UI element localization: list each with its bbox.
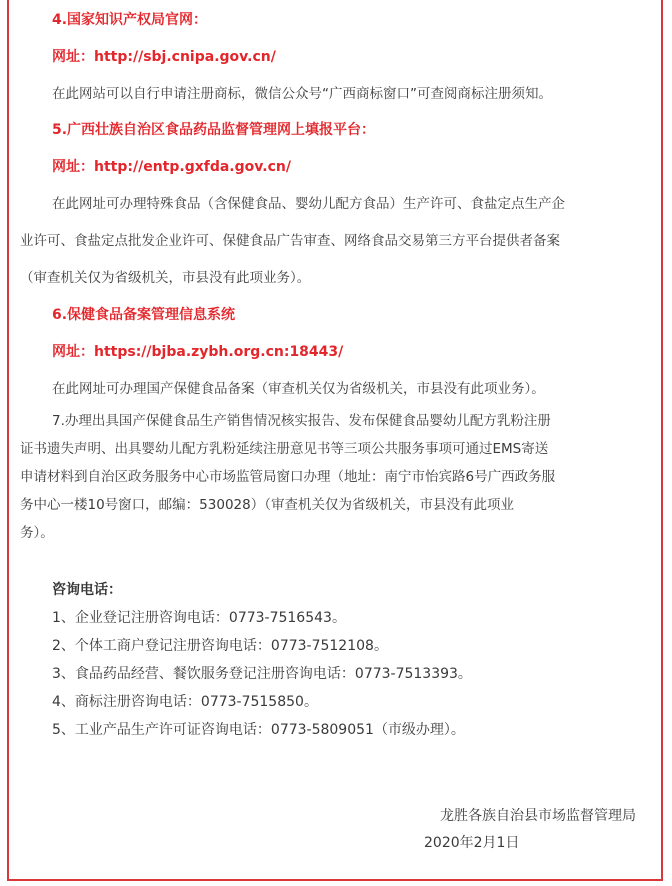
section-7-line-5: 务）。 [20,525,54,541]
section-6-url[interactable]: 网址：https://bjba.zybh.org.cn:18443/ [52,344,344,360]
section-7-line-2: 证书遗失声明、出具婴幼儿配方乳粉延续注册意见书等三项公共服务事项可通过EMS寄送 [20,441,549,457]
consult-title: 咨询电话： [52,582,122,598]
footer-date: 2020年2月1日 [424,835,520,851]
consult-item: 2、个体工商户登记注册咨询电话：0773-7512108。 [52,638,388,654]
consult-item: 1、企业登记注册咨询电话：0773-7516543。 [52,610,346,626]
section-4-url[interactable]: 网址：http://sbj.cnipa.gov.cn/ [52,49,276,65]
section-5-title: 5.广西壮族自治区食品药品监督管理网上填报平台： [52,122,376,138]
section-6-desc: 在此网址可办理国产保健食品备案（审查机关仅为省级机关，市县没有此项业务）。 [52,381,545,397]
section-5-url[interactable]: 网址：http://entp.gxfda.gov.cn/ [52,159,291,175]
section-5-desc-line-1: 在此网址可办理特殊食品（含保健食品、婴幼儿配方食品）生产许可、食盐定点生产企 [52,196,565,212]
consult-item: 3、食品药品经营、餐饮服务登记注册咨询电话：0773-7513393。 [52,666,472,682]
consult-item: 5、工业产品生产许可证咨询电话：0773-5809051（市级办理）。 [52,722,465,738]
section-5-desc-line-2: 业许可、食盐定点批发企业许可、保健食品广告审查、网络食品交易第三方平台提供者备案 [20,233,560,249]
section-5-desc-line-3: （审查机关仅为省级机关，市县没有此项业务）。 [20,270,311,286]
consult-item: 4、商标注册咨询电话：0773-7515850。 [52,694,318,710]
footer-org: 龙胜各族自治县市场监督管理局 [440,808,636,824]
section-7-line-3: 申请材料到自治区政务服务中心市场监管局窗口办理（地址：南宁市怡宾路6号广西政务服 [20,469,556,485]
section-4-desc: 在此网站可以自行申请注册商标，微信公众号“广西商标窗口”可查阅商标注册须知。 [52,86,552,102]
section-7-line-4: 务中心一楼10号窗口，邮编：530028）（审查机关仅为省级机关，市县没有此项业 [20,497,514,513]
section-6-title: 6.保健食品备案管理信息系统 [52,307,236,323]
section-7-line-1: 7.办理出具国产保健食品生产销售情况核实报告、发布保健食品婴幼儿配方乳粉注册 [52,413,551,429]
section-4-title: 4.国家知识产权局官网： [52,12,208,28]
